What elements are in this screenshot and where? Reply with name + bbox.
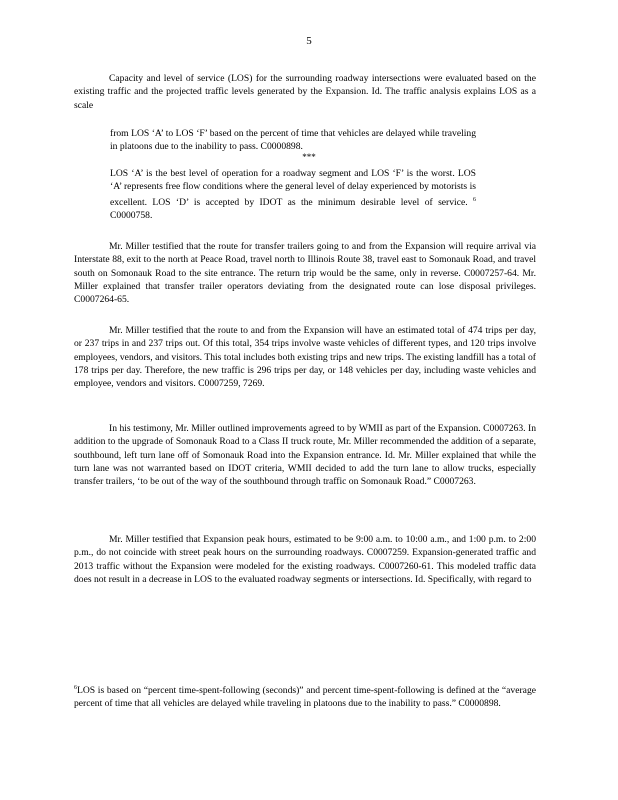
paragraph-trips: Mr. Miller testified that the route to and from the Expansion will have an estimated total of 474 trips per day, or 237 trips in and 237 trips out. Of this total, 354 trips involve waste vehicles of different types, and 120 trips involve employees, vendors, and visitors. This total includes both existing trips and new trips. The existing landfill has a total of 178 trips per day. Therefore, the new traffic is 296 trips per day, or 148 vehicles per day, including waste vehicles and employee, vendors and visitors. C0007259, 7269. [74,325,536,390]
block-quote-los-scale: from LOS ‘A’ to LOS ‘F’ based on the percent of time that vehicles are delayed while traveling in platoons due to the inability to pass. C0000898. [110,128,476,153]
quote-text: LOS ‘A’ is the best level of operation for a roadway segment and LOS ‘F’ is the worst. LOS ‘A’ represents free flow conditions where the general level of delay experienced by motorists is excellent. LOS ‘D’ is accepted by IDOT as the minimum desirable level of service. [110,168,476,208]
footnote-text: LOS is based on “percent time-spent-following (seconds)” and percent time-spent-following is defined at the “average percent of time that all vehicles are delayed while traveling in platoons due to the inability to pass.” C0000898. [74,685,536,710]
paragraph-capacity: Capacity and level of service (LOS) for the surrounding roadway intersections were evaluated based on the existing traffic and the projected traffic levels generated by the Expansion. Id. The traffic analysis explains LOS as a scale [74,73,536,111]
ellipsis-stars: *** [302,152,316,162]
page-number: 5 [306,35,312,47]
footnote-reference: 6 [473,196,477,203]
footnote-marker: 6 [74,685,77,691]
paragraph-route: Mr. Miller testified that the route for transfer trailers going to and from the Expansion will require arrival via Interstate 88, exit to the north at Peace Road, travel north to Illinois Route 38, travel east to Somonauk Road, and travel south on Somonauk Road to the site entrance. The return trip would be the same, only in reverse. C0007257-64. Mr. Miller explained that transfer trailer operators deviating from the designated route can lose disposal privileges. C0007264-65. [74,241,536,306]
citation: C0000758. [110,210,153,222]
paragraph-improvements: In his testimony, Mr. Miller outlined improvements agreed to by WMII as part of the Expansion. C0007263. In addition to the upgrade of Somonauk Road to a Class II truck route, Mr. Miller recommended the addition of a separate, southbound, left turn lane off of Somonauk Road into the Expansion entrance. Id. Mr. Miller explained that while the turn lane was not warranted based on IDOT criteria, WMII decided to add the turn lane to allow trucks, especially transfer trailers, ‘to be out of the way of the southbound through traffic on Somonauk Road.” C0007263. [74,423,536,488]
footnote [74,682,536,711]
block-quote-los-definition [110,167,476,222]
paragraph-peak-hours: Mr. Miller testified that Expansion peak hours, estimated to be 9:00 a.m. to 10:00 a.m., and 1:00 p.m. to 2:00 p.m., do not coincide with street peak hours on the surrounding roadways. C0007259. Expansion-generated traffic and 2013 traffic without the Expansion were modeled for the existing roadways. C0007260-61. This modeled traffic data does not result in a decrease in LOS to the evaluated roadway segments or intersections. Id. Specifically, with regard to [74,534,536,585]
